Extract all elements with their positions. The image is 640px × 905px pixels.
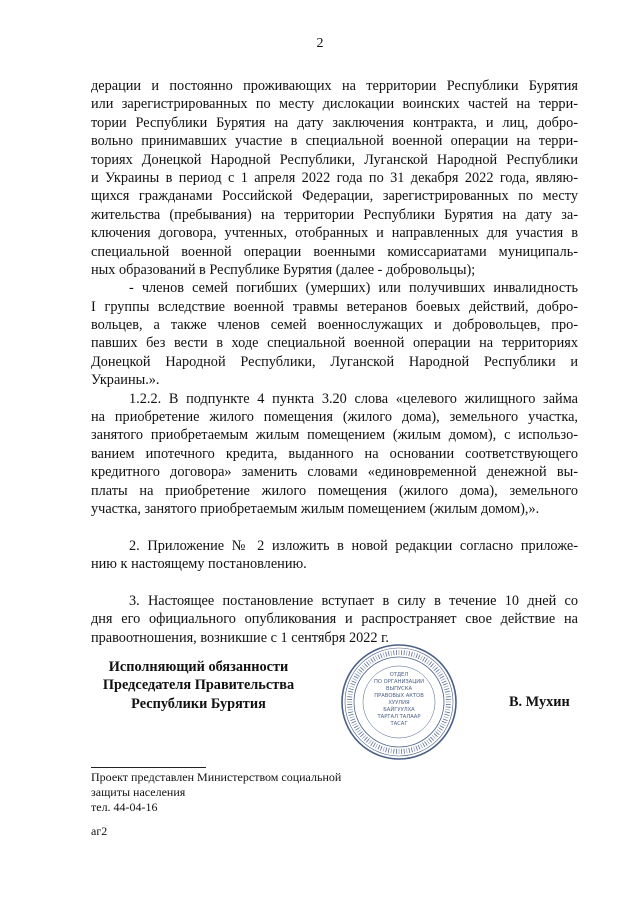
svg-text:ОТДЕЛ: ОТДЕЛ <box>389 672 409 678</box>
footnote <box>91 770 341 815</box>
signature-block <box>91 658 591 758</box>
text-line: тории Республики Бурятия на дату заключения контракта, и лиц, добро- <box>91 114 578 131</box>
text-line: и Украины в период с 1 апреля 2022 года по 31 декабря 2022 года, являю- <box>91 169 578 186</box>
text-line: дерации и постоянно проживающих на территории Республики Бурятия <box>91 78 578 94</box>
footnote-line: тел. 44-04-16 <box>91 800 158 814</box>
text-line: специальной военной операции военными комиссариатами муниципаль- <box>91 243 578 260</box>
text-line: ториях Донецкой Народной Республики, Луганской Народной Республики <box>91 151 578 168</box>
paragraph <box>91 77 578 518</box>
footnote-divider <box>91 767 206 768</box>
svg-text:ПО ОРГАНИЗАЦИИ: ПО ОРГАНИЗАЦИИ <box>373 679 425 685</box>
page-number: 2 <box>316 36 324 51</box>
signatory-name: В. Мухин <box>509 694 570 710</box>
svg-text:ХУУЛИЯ: ХУУЛИЯ <box>388 700 410 706</box>
document-body <box>91 77 578 647</box>
text-line: на приобретение жилого помещения (жилого дома), земельного участка, <box>91 409 578 426</box>
paragraph-gap <box>91 518 578 536</box>
footnote-line: Проект представлен Министерством социальной <box>91 770 342 784</box>
text-line: жительства (пребывания) на территории Республики Бурятия на дату за- <box>91 206 578 223</box>
svg-text:ПРАВОВЫХ АКТОВ: ПРАВОВЫХ АКТОВ <box>374 693 424 699</box>
text-line: участка, занятого приобретаемым жилым помещением (жилым домом),». <box>91 500 540 517</box>
text-line: I группы вследствие военной травмы ветеранов боевых действий, добро- <box>91 298 578 315</box>
paragraph <box>91 592 578 647</box>
text-line: правоотношения, возникшие с 1 сентября 2022 г. <box>91 629 389 646</box>
svg-text:ВЫПУСКА: ВЫПУСКА <box>385 686 413 692</box>
signatory-title-line: Республики Бурятия <box>131 695 266 712</box>
signatory-title-line: Председателя Правительства <box>102 677 295 694</box>
svg-text:БАЙГУУЛХА: БАЙГУУЛХА <box>383 707 415 713</box>
text-line: дня его официального опубликования и распространяет свое действие на <box>91 611 578 628</box>
text-line: нию к настоящему постановлению. <box>91 556 307 573</box>
paragraph-gap <box>91 574 578 592</box>
text-line: вольно принимавших участие в специальной военной операции на терри- <box>91 133 578 150</box>
text-line: ных образований в Республике Бурятия (далее - добровольцы); <box>91 261 476 278</box>
text-line: вольцев, а также членов семей военнослужащих и добровольцев, про- <box>91 317 578 334</box>
signatory-title-line: Исполняющий обязанности <box>108 659 289 675</box>
text-line: кредитного договора» заменить словами «единовременной денежной вы- <box>91 464 578 481</box>
text-line: Украины.». <box>91 372 160 389</box>
text-line: ванием ипотечного кредита, выданного на основании соответствующего <box>91 445 578 462</box>
text-line: павших без вести в ходе специальной военной операции на территориях <box>91 335 578 352</box>
text-line: щихся гражданами Российской Федерации, зарегистрированных по месту <box>91 188 578 205</box>
text-line: платы на приобретение жилого помещения (жилого дома), земельного <box>91 482 578 499</box>
signatory-title <box>91 658 306 713</box>
text-line: Донецкой Народной Республики, Луганской Народной Республики и <box>91 353 578 370</box>
official-seal-stamp <box>339 642 459 762</box>
text-line: 1.2.2. В подпункте 4 пункта 3.20 слова «целевого жилищного займа <box>129 390 578 407</box>
text-line: - членов семей погибших (умерших) или получивших инвалидность <box>129 280 578 297</box>
paragraph <box>91 537 578 574</box>
svg-text:ТАРГАЛ ТАЛААР: ТАРГАЛ ТАЛААР <box>377 714 421 720</box>
text-line: 3. Настоящее постановление вступает в силу в течение 10 дней со <box>129 592 578 609</box>
footnote-line: защиты населения <box>91 785 186 799</box>
text-line: или зарегистрированных по месту дислокации воинских частей на терри- <box>91 96 578 113</box>
text-line: 2. Приложение № 2 изложить в новой редакции согласно приложе- <box>129 537 578 554</box>
svg-text:ТАСАГ: ТАСАГ <box>390 721 408 727</box>
text-line: занятого приобретаемым жилым помещением (жилым домом), с использо- <box>91 427 578 444</box>
text-line: ключения договора, учтенных, отобранных и направленных для участия в <box>91 225 578 242</box>
page-code: аг2 <box>91 824 108 838</box>
